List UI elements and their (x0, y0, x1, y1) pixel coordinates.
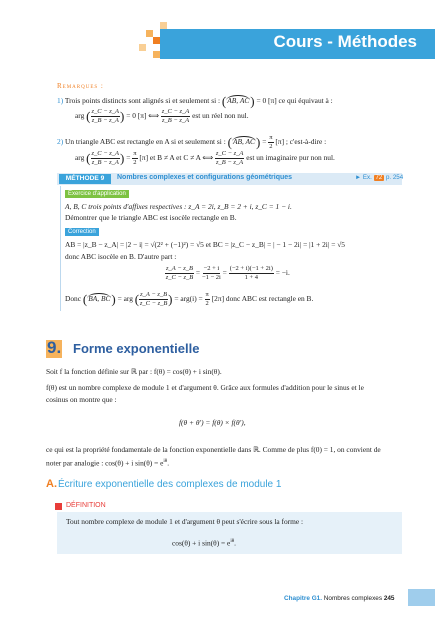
vector-angle: AB, AC (227, 96, 250, 105)
equals: = (195, 268, 201, 278)
footer-tab (408, 589, 435, 606)
frac-num: z_C − z_A (215, 150, 244, 157)
remark-1-line (57, 93, 333, 109)
remark-2-equiv: arg ( $\frac{z\_C - z\_A}{z\_B - z\_A}$ ) = $\frac{\pi}{2}$ [π] et B ≠ A et C ≠ A ⟺ $\frac{z\_C - z\_A}{z\_B - z\_A}$ est un imaginaire pur non nul. (75, 150, 335, 166)
paragraph-2b: cosinus on montre que : (46, 395, 117, 404)
ref-prefix: ► Ex. (355, 174, 372, 181)
remark-tail: est un réel non nul. (192, 111, 249, 121)
exercise-reference-link[interactable] (355, 174, 403, 181)
remark-number: 2) (57, 137, 64, 147)
remark-tail: [π] ; c'est-à-dire : (275, 137, 327, 147)
vector-angle: AB, AC (232, 137, 255, 147)
remark-mid: [π] et B ≠ A et C ≠ A ⟺ (139, 153, 213, 163)
eq-arg2: = arg(i) = (174, 294, 203, 304)
section-number: 9. (47, 338, 62, 357)
exponent: iθ (230, 539, 235, 544)
paren: ( (86, 150, 91, 166)
frac-den: 2 (133, 159, 137, 166)
correction-line-1: AB = |z_B − z_A| = |2 − i| = √(2² + (−1)²) = √5 et BC = |z_C − z_B| = | − 1 − 2i| = |1 + 2i| = √5 (65, 240, 345, 249)
paren: ( (82, 291, 88, 307)
fraction (165, 265, 194, 282)
page-number: 245 (383, 595, 395, 602)
definition-formula (172, 537, 236, 548)
methode-label: MÉTHODE 9 (59, 174, 111, 184)
text: . (167, 458, 170, 468)
definition-marker-icon (55, 503, 62, 510)
header-deco-square (160, 22, 167, 29)
remark-2-line: 2) Un triangle ABC est rectangle en A si et seulement si : (AB, AC) = $\frac{\pi}{2}$ [π] ; c'est-à-dire : (57, 134, 327, 150)
fraction (139, 291, 168, 308)
eq-arg: = arg (117, 294, 133, 304)
paragraph-3a: ce qui est la propriété fondamentale de la fonction exponentielle dans ℝ. Comme de plus f(0) = 1, on convient de (46, 445, 381, 454)
methode-side-rule (60, 186, 61, 311)
correction-tag: Correction (65, 228, 99, 236)
frac-den: 2 (205, 300, 209, 307)
paren: ( (134, 291, 140, 307)
text: noter par analogie : cos(θ) + i sin(θ) = e (46, 458, 164, 468)
fraction (202, 265, 221, 282)
frac-den: z_B − z_A (91, 159, 119, 166)
paren: ( (227, 134, 232, 150)
fraction (91, 150, 121, 167)
frac-num: z_A − z_B (166, 265, 194, 272)
paren: ) (250, 93, 255, 109)
footer-chapter-name: Nombres complexes (323, 595, 383, 602)
paren: ) (120, 150, 125, 166)
header-deco-square (153, 37, 160, 44)
frac-num: −2 + i (203, 265, 220, 272)
remark-1-equiv (75, 108, 249, 125)
paren: ) (168, 291, 173, 307)
fraction (268, 134, 273, 151)
paragraph-3b (46, 457, 169, 468)
remark-text: Trois points distincts sont alignés si et seulement si : (64, 96, 221, 105)
exercise-line-2: Démontrer que le triangle ABC est isocèle rectangle en B. (65, 213, 237, 222)
definition-label: DÉFINITION (66, 502, 106, 509)
fraction (215, 150, 245, 167)
text: . (234, 538, 236, 548)
result: = −i. (275, 268, 290, 278)
page-footer (284, 595, 394, 602)
frac-den: 2 (269, 143, 273, 150)
frac-den: z_B − z_A (161, 117, 190, 124)
frac-den: 1 + 4 (244, 274, 258, 281)
correction-line-2: donc ABC isocèle en B. D'autre part : (65, 252, 177, 261)
remark-text: Un triangle ABC est rectangle en A si et seulement si : (65, 137, 226, 147)
methode-title: Nombres complexes et configurations géométriques (117, 174, 293, 181)
formula-fundamental: f(θ + θ′) = f(θ) × f(θ′), (179, 418, 246, 427)
page-title: Cours - Méthodes (273, 32, 417, 51)
section-title: Forme exponentielle (73, 341, 200, 356)
frac-num: z_C − z_A (161, 108, 190, 115)
fraction (205, 291, 210, 308)
frac-num: z_C − z_A (91, 108, 120, 115)
paren: ) (256, 134, 261, 150)
fraction (91, 108, 121, 125)
frac-num: π (269, 134, 273, 141)
frac-num: z_C − z_A (91, 150, 120, 157)
remark-tail: est un imaginaire pur non nul. (246, 153, 335, 163)
equals: = (222, 268, 227, 278)
fraction (132, 150, 137, 167)
paren: ( (221, 93, 227, 109)
header-deco-square (146, 30, 153, 37)
arg-label: arg (75, 111, 85, 121)
frac-num: π (205, 291, 209, 298)
fraction (229, 265, 274, 282)
paren: ) (111, 291, 116, 307)
frac-den: z_C − z_B (139, 300, 168, 307)
subsection-title: Écriture exponentielle des complexes de module 1 (58, 479, 282, 490)
ref-badge: 72 (375, 175, 383, 181)
frac-num: (−2 + i)(−1 + 2i) (229, 265, 273, 272)
paren: ( (86, 108, 91, 124)
ref-page: p. 254 (385, 174, 404, 181)
correction-conclusion (65, 291, 313, 308)
frac-den: z_B − z_A (91, 117, 119, 124)
equivalence: = 0 [π] ⟺ (126, 111, 159, 121)
frac-den: z_C − z_B (165, 274, 194, 281)
paren: ) (120, 108, 125, 124)
subsection-letter: A. (46, 478, 57, 490)
vector-angle: BA, BC (88, 294, 111, 304)
donc: Donc (65, 294, 82, 304)
frac-den: z_B − z_A (216, 159, 244, 166)
paragraph-1: Soit f la fonction définie sur ℝ par : f(θ) = cos(θ) + i sin(θ). (46, 367, 222, 376)
remarques-heading: Remarques : (57, 82, 104, 90)
remark-tail: = 0 [π] ce qui équivaut à : (256, 96, 333, 105)
header-deco-square (153, 51, 160, 58)
exercise-line-1: A, B, C trois points d'affixes respectives : z_A = 2i, z_B = 2 + i, z_C = 1 − i. (65, 202, 292, 211)
paragraph-2a: f(θ) est un nombre complexe de module 1 et d'argument θ. Grâce aux formules d'addition pour le sinus et le (46, 383, 364, 392)
frac-num: π (133, 150, 137, 157)
conclusion-tail: [2π] donc ABC est rectangle en B. (211, 294, 314, 304)
exponent: iθ (163, 459, 168, 464)
definition-text: Tout nombre complexe de module 1 et d'argument θ peut s'écrire sous la forme : (66, 517, 304, 526)
fraction (161, 108, 191, 125)
text: cos(θ) + i sin(θ) = e (172, 538, 231, 548)
remark-number: 1) (57, 96, 64, 105)
frac-den: −1 − 2i (201, 274, 221, 281)
frac-num: z_A − z_B (140, 291, 168, 298)
exercice-tag: Exercice d'application (65, 190, 129, 198)
footer-chapter: Chapitre G1. (284, 595, 322, 602)
header-deco-square (139, 44, 146, 51)
correction-fraction-line (165, 265, 290, 282)
arg-label: arg (75, 153, 85, 163)
